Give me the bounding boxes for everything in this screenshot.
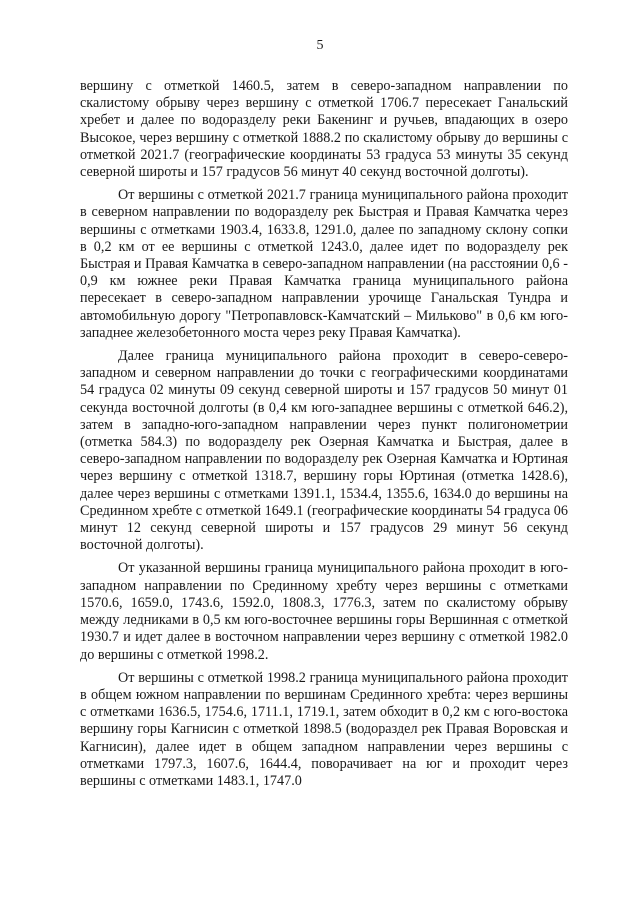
page-number: 5 [316, 38, 324, 53]
paragraph-5: От вершины с отметкой 1998.2 граница муниципального района проходит в общем южном направлении по вершинам Срединного хребта: через вершины с отметками 1636.5, 1754.6, 1711.1, 1719.1, затем обходит в 0,2 км с юго-востока вершину горы Кагнисин с отметкой 1898.5 (водораздел рек Правая Воровская и Кагнисин), далее идет в общем западном направлении через вершины с отметками 1797.3, 1607.6, 1644.4, поворачивает на юг и проходит через вершины с отметками 1483.1, 1747.0 [80, 669, 568, 789]
paragraph-1: вершину с отметкой 1460.5, затем в северо-западном направлении по скалистому обрыву через вершину с отметкой 1706.7 пересекает Ганальский хребет и далее по водоразделу реки Бакенинг и ручьев, впадающих в озеро Высокое, через вершину с отметкой 1888.2 по скалистому обрыву до вершины с отметкой 2021.7 (географические координаты 53 градуса 53 минуты 35 секунд северной широты и 157 градусов 56 минут 40 секунд восточной долготы). [80, 78, 568, 181]
paragraph-3: Далее граница муниципального района проходит в северо-северо-западном и северном направлении до точки с географическими координатами 54 градуса 02 минуты 09 секунд северной широты и 157 градусов 50 минут 01 секунда восточной долготы (в 0,4 км юго-западнее вершины с отметкой 646.2), затем в западно-юго-западном направлении через пункт полигонометрии (отметка 584.3) по водоразделу рек Озерная Камчатка и Быстрая, далее в северо-западном направлении по водоразделу рек Озерная Камчатка и Юртиная через вершину с отметкой 1318.7, вершину горы Юртиная (отметка 1428.6), далее через вершины с отметками 1391.1, 1534.4, 1355.6, 1634.0 до вершины на Срединном хребте с отметкой 1649.1 (географические координаты 54 градуса 06 минут 12 секунд северной широты и 157 градусов 29 минут 56 секунд восточной долготы). [80, 348, 568, 554]
paragraph-4: От указанной вершины граница муниципального района проходит в юго-западном направлении по Срединному хребту через вершины с отметками 1570.6, 1659.0, 1743.6, 1592.0, 1808.3, 1776.3, затем по скалистому обрыву между ледниками в 0,5 км юго-восточнее вершины горы Вершинная с отметкой 1930.7 и идет далее в восточном направлении через вершину с отметкой 1982.0 до вершины с отметкой 1998.2. [80, 560, 568, 663]
paragraph-2: От вершины с отметкой 2021.7 граница муниципального района проходит в северном направлении по водоразделу рек Быстрая и Правая Камчатка через вершины с отметками 1903.4, 1633.8, 1291.0, далее по западному склону сопки в 0,2 км от ее вершины с отметкой 1243.0, далее идет по водоразделу рек Быстрая и Правая Камчатка в северо-западном направлении (на расстоянии 0,6 - 0,9 км южнее реки Правая Камчатка граница муниципального района пересекает в северо-западном направлении урочище Ганальская Тундра и автомобильную дорогу "Петропавловск-Камчатский – Мильково" в 0,6 км юго-западнее железобетонного моста через реку Правая Камчатка). [80, 187, 568, 341]
document-body [80, 78, 568, 796]
